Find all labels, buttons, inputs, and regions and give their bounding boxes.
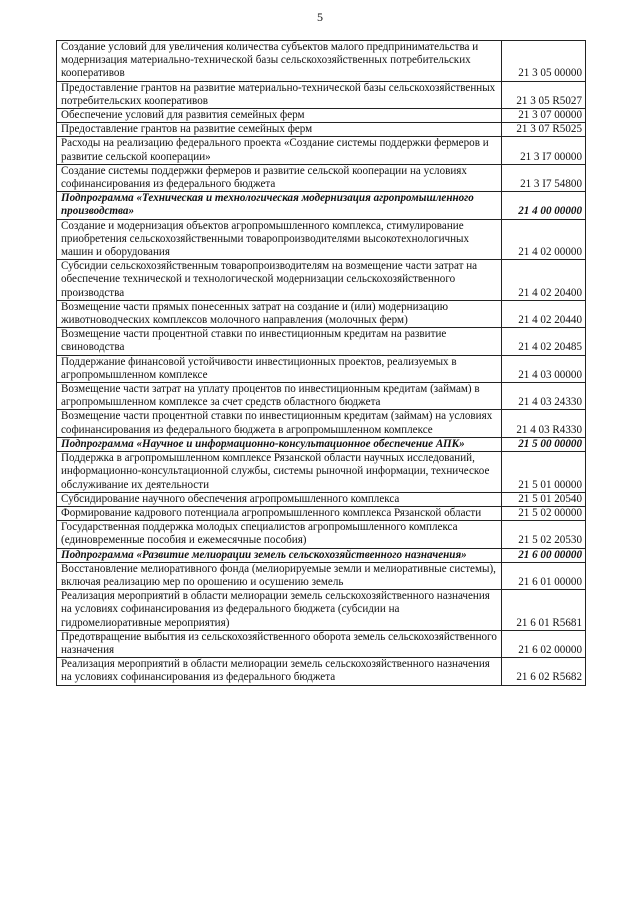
subprogram-code: 21 6 00 00000 [502,548,586,562]
row-name: Поддержание финансовой устойчивости инвестиционных проектов, реализуемых в агропромышленном комплексе [57,355,502,382]
row-name: Поддержка в агропромышленном комплексе Рязанской области научных исследований, информационно-консультационной службы, системы рыночной информации, техническое обслуживание их деятельности [57,452,502,493]
table-row [57,137,586,164]
table-row [57,81,586,108]
subprogram-code: 21 5 00 00000 [502,437,586,451]
table-row [57,506,586,520]
row-name: Создание и модернизация объектов агропромышленного комплекса, стимулирование приобретения сельскохозяйственными товаропроизводителями высокотехнологичных машин и оборудования [57,219,502,260]
row-name: Реализация мероприятий в области мелиорации земель сельскохозяйственного назначения на условиях софинансирования из федерального бюджета [57,658,502,685]
row-code: 21 5 01 20540 [502,492,586,506]
row-code: 21 4 02 00000 [502,219,586,260]
table-row [57,410,586,437]
table-row [57,658,586,685]
table-row [57,521,586,548]
row-code: 21 4 02 20485 [502,328,586,355]
table-row [57,109,586,123]
row-code: 21 3 07 00000 [502,109,586,123]
row-code: 21 4 03 24330 [502,383,586,410]
budget-classification-table [56,40,586,686]
row-code: 21 4 02 20400 [502,260,586,301]
row-code: 21 6 01 R5681 [502,590,586,631]
row-code: 21 4 03 00000 [502,355,586,382]
subprogram-name: Подпрограмма «Развитие мелиорации земель сельскохозяйственного назначения» [57,548,502,562]
row-code: 21 4 02 20440 [502,300,586,327]
row-name: Предоставление грантов на развитие семейных ферм [57,123,502,137]
row-code: 21 3 I7 54800 [502,164,586,191]
row-name: Восстановление мелиоративного фонда (мелиорируемые земли и мелиоративные системы), включая реализацию мер по орошению и осушению земель [57,562,502,589]
row-name: Расходы на реализацию федерального проекта «Создание системы поддержки фермеров и развитие сельской кооперации» [57,137,502,164]
row-code: 21 3 05 00000 [502,41,586,82]
table-row [57,300,586,327]
page-number: 5 [317,10,323,24]
row-code: 21 6 02 00000 [502,630,586,657]
table-row [57,355,586,382]
row-code: 21 3 07 R5025 [502,123,586,137]
table-row [57,630,586,657]
row-name: Создание условий для увеличения количества субъектов малого предпринимательства и модернизация материально-технической базы сельскохозяйственных потребительских кооперативов [57,41,502,82]
table-row [57,123,586,137]
row-name: Возмещение части процентной ставки по инвестиционным кредитам на развитие свиноводства [57,328,502,355]
table-row [57,328,586,355]
row-name: Субсидии сельскохозяйственным товаропроизводителям на возмещение части затрат на обеспечение технической и технологической модернизации сельскохозяйственного производства [57,260,502,301]
table-row [57,590,586,631]
row-code: 21 5 02 20530 [502,521,586,548]
subprogram-row [57,192,586,219]
row-name: Субсидирование научного обеспечения агропромышленного комплекса [57,492,502,506]
row-code: 21 3 05 R5027 [502,81,586,108]
table-body [57,41,586,686]
table-row [57,260,586,301]
row-name: Формирование кадрового потенциала агропромышленного комплекса Рязанской области [57,506,502,520]
table-row [57,164,586,191]
table-row [57,41,586,82]
table-row [57,492,586,506]
row-name: Возмещение части затрат на уплату процентов по инвестиционным кредитам (займам) в агропромышленном комплексе за счет средств областного бюджета [57,383,502,410]
row-code: 21 6 01 00000 [502,562,586,589]
row-code: 21 5 01 00000 [502,452,586,493]
table-row [57,383,586,410]
row-name: Создание системы поддержки фермеров и развитие сельской кооперации на условиях софинансирования из федерального бюджета [57,164,502,191]
row-code: 21 4 03 R4330 [502,410,586,437]
subprogram-row [57,437,586,451]
subprogram-name: Подпрограмма «Техническая и технологическая модернизация агропромышленного производства» [57,192,502,219]
row-name: Предоставление грантов на развитие материально-технической базы сельскохозяйственных потребительских кооперативов [57,81,502,108]
table-row [57,219,586,260]
subprogram-row [57,548,586,562]
row-code: 21 6 02 R5682 [502,658,586,685]
subprogram-code: 21 4 00 00000 [502,192,586,219]
row-code: 21 5 02 00000 [502,506,586,520]
subprogram-name: Подпрограмма «Научное и информационно-консультационное обеспечение АПК» [57,437,502,451]
table-row [57,562,586,589]
table-row [57,452,586,493]
row-name: Реализация мероприятий в области мелиорации земель сельскохозяйственного назначения на условиях софинансирования из федерального бюджета (субсидии на гидромелиоративные мероприятия) [57,590,502,631]
row-code: 21 3 I7 00000 [502,137,586,164]
row-name: Предотвращение выбытия из сельскохозяйственного оборота земель сельскохозяйственного назначения [57,630,502,657]
row-name: Возмещение части процентной ставки по инвестиционным кредитам (займам) на условиях софинансирования из федерального бюджета в агропромышленном комплексе [57,410,502,437]
row-name: Обеспечение условий для развития семейных ферм [57,109,502,123]
row-name: Возмещение части прямых понесенных затрат на создание и (или) модернизацию животноводческих комплексов молочного направления (молочных ферм) [57,300,502,327]
row-name: Государственная поддержка молодых специалистов агропромышленного комплекса (единовременные пособия и ежемесячные пособия) [57,521,502,548]
